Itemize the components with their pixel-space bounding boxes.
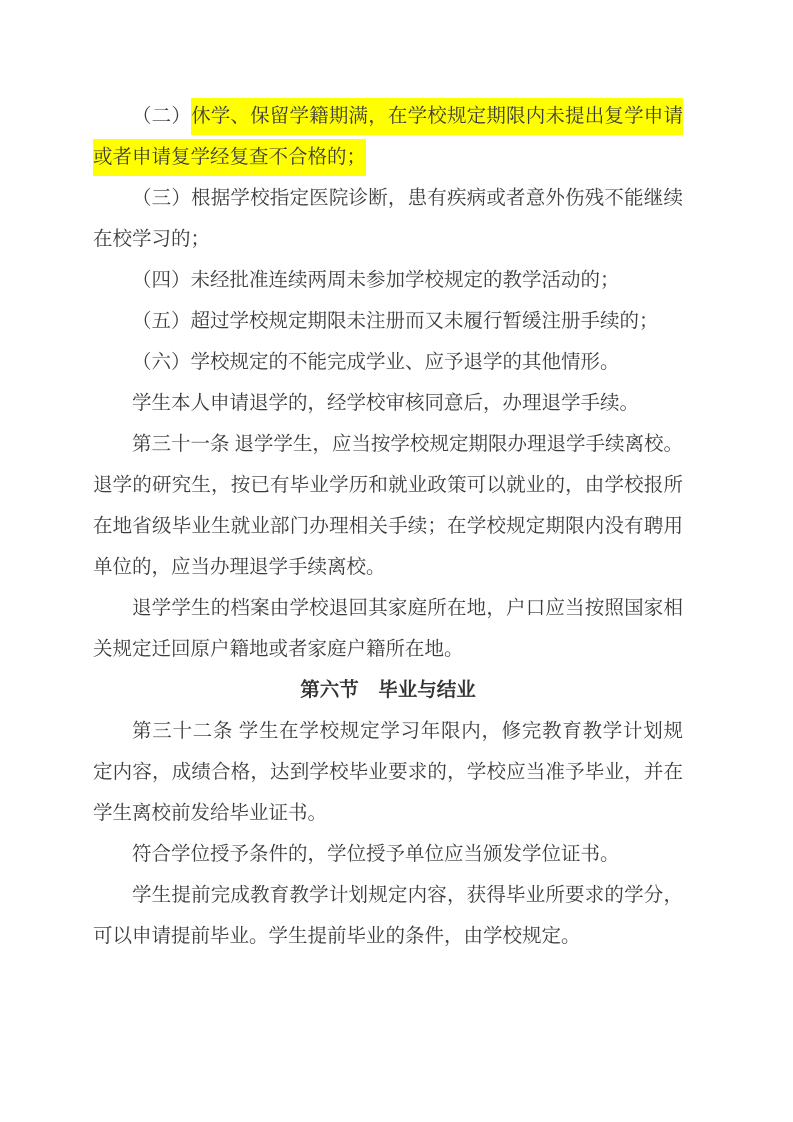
text-segment: 单位的，应当办理退学手续离校。 (93, 557, 386, 578)
text-segment: 第三十二条 学生在学校规定学习年限内，修完教育教学计划规 (132, 721, 683, 742)
text-line (93, 424, 683, 465)
text-line (93, 219, 683, 260)
text-segment: 学生提前完成教育教学计划规定内容，获得毕业所要求的学分， (132, 885, 683, 906)
text-segment: （三）根据学校指定医院诊断，患有疾病或者意外伤残不能继续 (132, 188, 683, 209)
text-segment: 在地省级毕业生就业部门办理相关手续；在学校规定期限内没有聘用 (93, 516, 683, 537)
document-content (93, 96, 683, 957)
text-line (93, 465, 683, 506)
text-segment: 第三十一条 退学学生，应当按学校规定期限办理退学手续离校。 (132, 434, 683, 455)
text-line (93, 178, 683, 219)
text-segment: （四）未经批准连续两周未参加学校规定的教学活动的； (132, 270, 620, 291)
text-line (93, 916, 683, 957)
text-line (93, 834, 683, 875)
text-line (93, 96, 683, 137)
text-segment: 在校学习的； (93, 229, 211, 250)
text-segment: 学生离校前发给毕业证书。 (93, 803, 328, 824)
text-line (93, 629, 683, 670)
text-line (93, 506, 683, 547)
text-segment: （二） (132, 106, 192, 127)
text-line (93, 588, 683, 629)
text-segment: 符合学位授予条件的，学位授予单位应当颁发学位证书。 (132, 844, 620, 865)
text-line (93, 342, 683, 383)
text-segment: （五）超过学校规定期限未注册而又未履行暂缓注册手续的； (132, 311, 659, 332)
text-line (93, 137, 683, 178)
text-line (93, 793, 683, 834)
text-segment: 学生本人申请退学的，经学校审核同意后，办理退学手续。 (132, 393, 640, 414)
highlighted-text: 或者申请复学经复查不合格的； (93, 139, 366, 176)
text-segment: 第六节 毕业与结业 (300, 680, 476, 701)
text-segment: 定内容，成绩合格，达到学校毕业要求的，学校应当准予毕业，并在 (93, 762, 683, 783)
text-line (93, 383, 683, 424)
text-line (93, 711, 683, 752)
section-heading (93, 670, 683, 711)
text-segment: （六）学校规定的不能完成学业、应予退学的其他情形。 (132, 352, 620, 373)
text-line (93, 301, 683, 342)
text-segment: 关规定迁回原户籍地或者家庭户籍所在地。 (93, 639, 464, 660)
highlighted-text: 休学、保留学籍期满，在学校规定期限内未提出复学申请 (191, 98, 683, 135)
text-segment: 退学的研究生，按已有毕业学历和就业政策可以就业的，由学校报所 (93, 475, 683, 496)
text-line (93, 547, 683, 588)
text-segment: 可以申请提前毕业。学生提前毕业的条件，由学校规定。 (93, 926, 581, 947)
text-line (93, 875, 683, 916)
text-segment: 退学学生的档案由学校退回其家庭所在地，户口应当按照国家相 (132, 598, 683, 619)
text-line (93, 260, 683, 301)
text-line (93, 752, 683, 793)
